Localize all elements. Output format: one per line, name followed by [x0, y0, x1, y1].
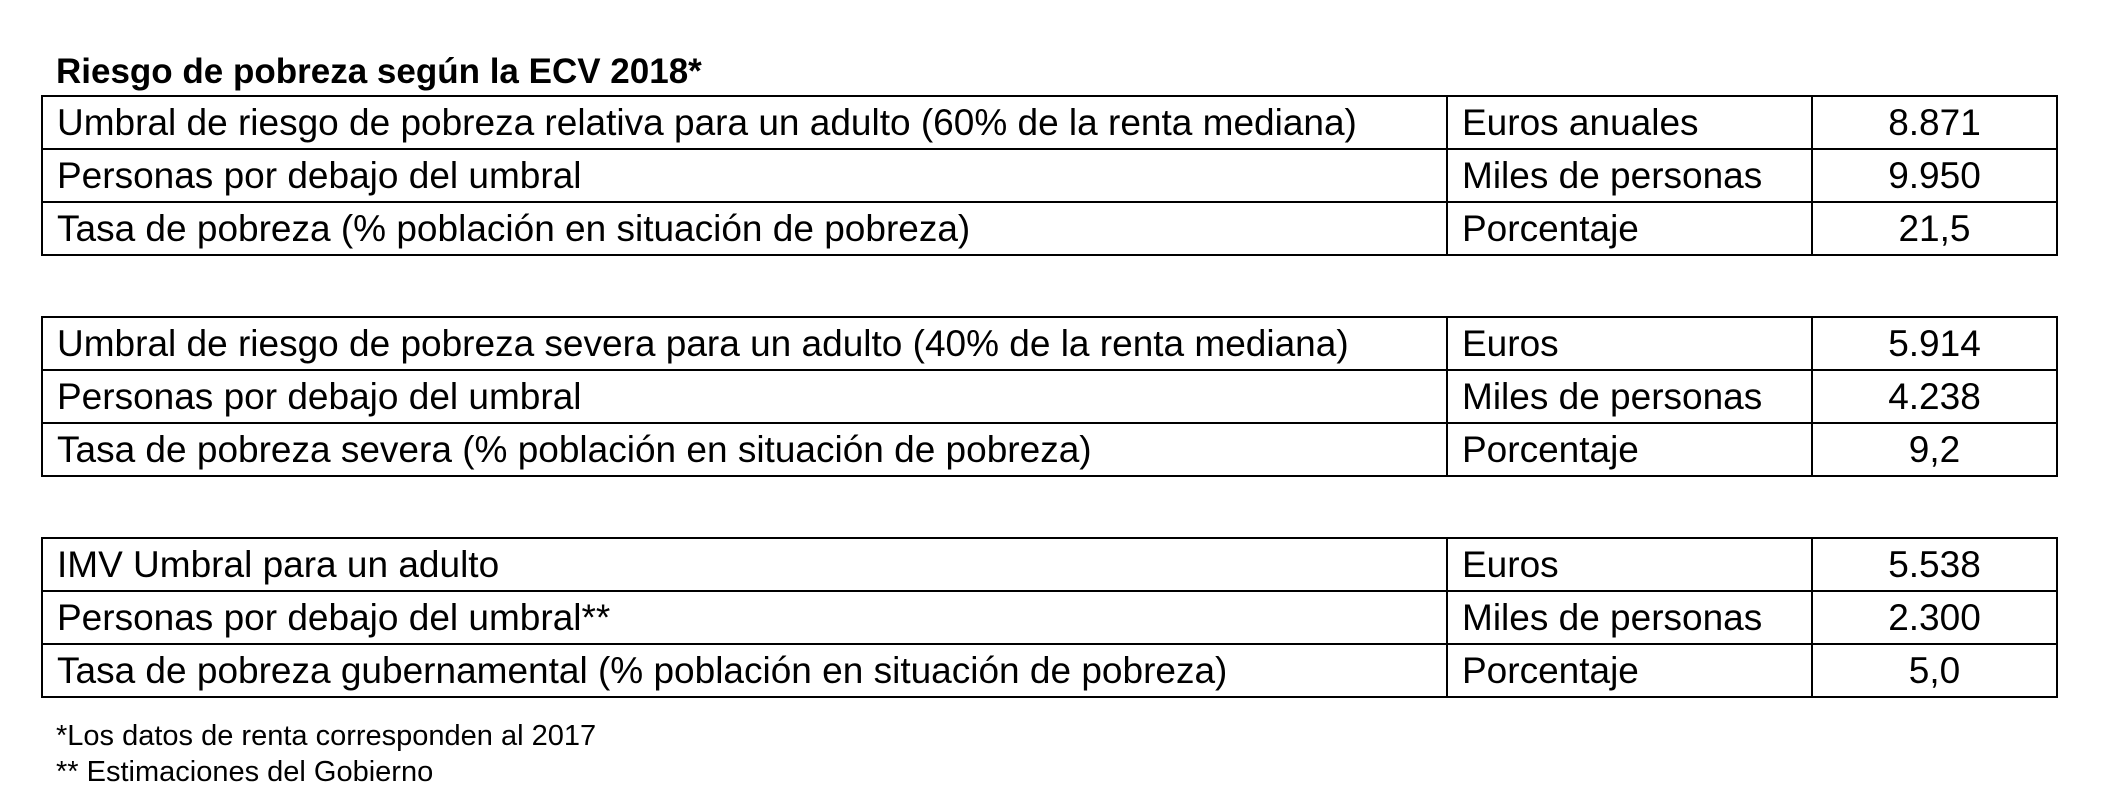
footnote-government-estimates: ** Estimaciones del Gobierno — [56, 756, 434, 788]
row-unit: Porcentaje — [1447, 202, 1812, 255]
row-description: Tasa de pobreza severa (% población en situación de pobreza) — [42, 423, 1447, 476]
table-row — [42, 644, 2057, 697]
table-row — [42, 591, 2057, 644]
row-description: Personas por debajo del umbral** — [42, 591, 1447, 644]
table-row — [42, 317, 2057, 370]
table-row — [42, 202, 2057, 255]
row-description: Personas por debajo del umbral — [42, 370, 1447, 423]
row-unit: Euros anuales — [1447, 96, 1812, 149]
row-description: Tasa de pobreza (% población en situación de pobreza) — [42, 202, 1447, 255]
footnote-income-year: *Los datos de renta corresponden al 2017 — [56, 720, 597, 752]
table-row — [42, 370, 2057, 423]
row-value: 5.914 — [1812, 317, 2057, 370]
row-description: IMV Umbral para un adulto — [42, 538, 1447, 591]
relative-poverty-table — [41, 95, 2058, 256]
row-value: 9,2 — [1812, 423, 2057, 476]
row-description: Tasa de pobreza gubernamental (% población en situación de pobreza) — [42, 644, 1447, 697]
row-unit: Euros — [1447, 538, 1812, 591]
table-row — [42, 423, 2057, 476]
row-description: Umbral de riesgo de pobreza relativa para un adulto (60% de la renta mediana) — [42, 96, 1447, 149]
row-value: 2.300 — [1812, 591, 2057, 644]
row-unit: Porcentaje — [1447, 644, 1812, 697]
table-row — [42, 149, 2057, 202]
row-unit: Porcentaje — [1447, 423, 1812, 476]
row-value: 4.238 — [1812, 370, 2057, 423]
severe-poverty-table — [41, 316, 2058, 477]
row-unit: Miles de personas — [1447, 591, 1812, 644]
document-title: Riesgo de pobreza según la ECV 2018* — [56, 52, 702, 91]
row-unit: Miles de personas — [1447, 149, 1812, 202]
row-value: 9.950 — [1812, 149, 2057, 202]
footnotes — [56, 718, 596, 790]
imv-threshold-table — [41, 537, 2058, 698]
row-description: Personas por debajo del umbral — [42, 149, 1447, 202]
row-value: 5.538 — [1812, 538, 2057, 591]
row-value: 5,0 — [1812, 644, 2057, 697]
table-row — [42, 96, 2057, 149]
row-value: 21,5 — [1812, 202, 2057, 255]
row-unit: Euros — [1447, 317, 1812, 370]
row-value: 8.871 — [1812, 96, 2057, 149]
row-unit: Miles de personas — [1447, 370, 1812, 423]
row-description: Umbral de riesgo de pobreza severa para un adulto (40% de la renta mediana) — [42, 317, 1447, 370]
table-row — [42, 538, 2057, 591]
